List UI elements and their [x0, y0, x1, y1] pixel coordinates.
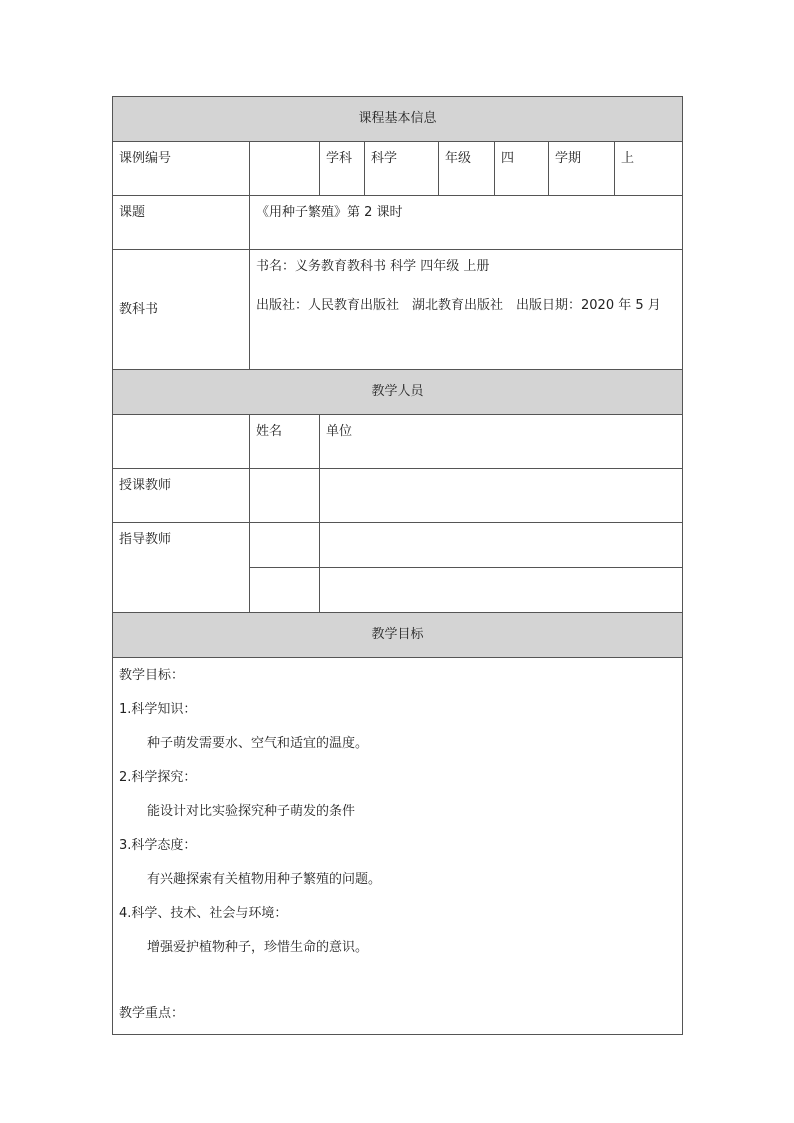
objective-text-2: 能设计对比实验探究种子萌发的条件 — [147, 804, 356, 819]
case-no-label: 课例编号 — [113, 142, 250, 196]
objectives-content — [113, 658, 683, 1035]
case-no-value — [250, 142, 320, 196]
grade-value: 四 — [495, 142, 549, 196]
advisor-unit-1 — [320, 523, 683, 568]
row-staff-header — [113, 415, 683, 469]
objective-title-1: 1.科学知识： — [119, 702, 197, 717]
textbook-label: 教科书 — [113, 250, 250, 370]
lecturer-label: 授课教师 — [113, 469, 250, 523]
unit-header: 单位 — [320, 415, 683, 469]
section-title-staff: 教学人员 — [113, 370, 683, 415]
term-label: 学期 — [549, 142, 615, 196]
key-points-heading: 教学重点： — [119, 1006, 185, 1021]
row-case-info — [113, 142, 683, 196]
term-value: 上 — [615, 142, 683, 196]
grade-label: 年级 — [439, 142, 495, 196]
objective-text-4: 增强爱护植物种子，珍惜生命的意识。 — [147, 940, 369, 955]
section-title-objectives: 教学目标 — [113, 613, 683, 658]
lecturer-name — [250, 469, 320, 523]
topic-label: 课题 — [113, 196, 250, 250]
topic-value: 《用种子繁殖》第 2 课时 — [250, 196, 683, 250]
textbook-info — [250, 250, 683, 370]
objective-text-1: 种子萌发需要水、空气和适宜的温度。 — [147, 736, 369, 751]
section-basic-info — [113, 97, 683, 142]
advisor-unit-2 — [320, 568, 683, 613]
lecturer-unit — [320, 469, 683, 523]
advisor-label: 指导教师 — [113, 523, 250, 613]
advisor-name-1 — [250, 523, 320, 568]
row-textbook — [113, 250, 683, 370]
row-objectives — [113, 658, 683, 1035]
row-advisor-1 — [113, 523, 683, 568]
objective-title-3: 3.科学态度： — [119, 838, 197, 853]
objective-text-3: 有兴趣探索有关植物用种子繁殖的问题。 — [147, 872, 382, 887]
staff-blank-cell — [113, 415, 250, 469]
objective-title-2: 2.科学探究： — [119, 770, 197, 785]
advisor-name-2 — [250, 568, 320, 613]
objective-title-4: 4.科学、技术、社会与环境： — [119, 906, 288, 921]
book-name: 书名：义务教育教科书 科学 四年级 上册 — [256, 259, 490, 274]
subject-value: 科学 — [365, 142, 439, 196]
row-lecturer — [113, 469, 683, 523]
section-objectives — [113, 613, 683, 658]
lesson-plan-table — [112, 96, 683, 1035]
section-title-basic-info: 课程基本信息 — [113, 97, 683, 142]
row-topic — [113, 196, 683, 250]
objectives-heading: 教学目标： — [119, 668, 185, 683]
section-staff — [113, 370, 683, 415]
spacer — [119, 968, 676, 1000]
publisher-info: 出版社：人民教育出版社 湖北教育出版社 出版日期：2020 年 5 月 — [256, 297, 661, 313]
name-header: 姓名 — [250, 415, 320, 469]
subject-label: 学科 — [320, 142, 365, 196]
